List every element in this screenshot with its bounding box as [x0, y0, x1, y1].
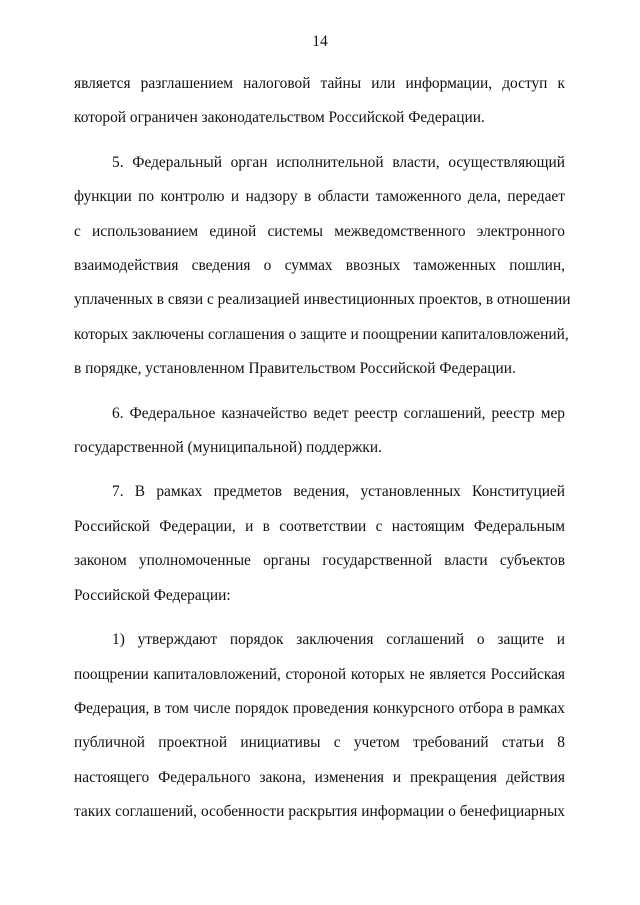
text-line: 5. Федеральный орган исполнительной власти, осуществляющий: [112, 153, 565, 171]
text-line: которой ограничен законодательством Российской Федерации.: [74, 109, 485, 127]
text-line: настоящего Федерального закона, изменения и прекращения действия: [74, 768, 565, 786]
text-line: 7. В рамках предметов ведения, установленных Конституцией: [112, 483, 565, 501]
page-number: 14: [312, 33, 328, 50]
text-line: государственной (муниципальной) поддержки.: [74, 439, 382, 457]
text-line: 6. Федеральное казначейство ведет реестр соглашений, реестр мер: [112, 404, 565, 422]
text-line: функции по контролю и надзору в области таможенного дела, передает: [74, 188, 565, 206]
paragraph-6: [74, 397, 565, 466]
text-line: которых заключены соглашения о защите и поощрении капиталовложений,: [74, 325, 569, 343]
text-line: публичной проектной инициативы с учетом требований статьи 8: [74, 734, 565, 752]
text-line: является разглашением налоговой тайны или информации, доступ к: [74, 75, 565, 92]
paragraph-5: [74, 146, 571, 387]
text-line: Федерация, в том числе порядок проведения конкурсного отбора в рамках: [74, 699, 565, 717]
paragraph-7: [74, 475, 565, 613]
text-line: в порядке, установленном Правительством Российской Федерации.: [74, 360, 516, 378]
text-line: уплаченных в связи с реализацией инвестиционных проектов, в отношении: [74, 291, 571, 309]
paragraph-continuation: [74, 67, 565, 136]
text-line: Российской Федерации, и в соответствии с настоящим Федеральным: [74, 517, 565, 535]
text-line: 1) утверждают порядок заключения соглашений о защите и: [112, 631, 565, 649]
text-line: Российской Федерации:: [74, 586, 231, 604]
text-line: таких соглашений, особенности раскрытия информации о бенефициарных: [74, 803, 565, 821]
paragraph-7-1: [74, 623, 565, 829]
text-line: взаимодействия сведения о суммах ввозных таможенных пошлин,: [74, 257, 565, 275]
text-line: законом уполномоченные органы государственной власти субъектов: [74, 552, 565, 570]
document-body: [74, 67, 571, 830]
text-line: поощрении капиталовложений, стороной которых не является Российская: [74, 665, 565, 683]
text-line: с использованием единой системы межведомственного электронного: [74, 222, 565, 240]
